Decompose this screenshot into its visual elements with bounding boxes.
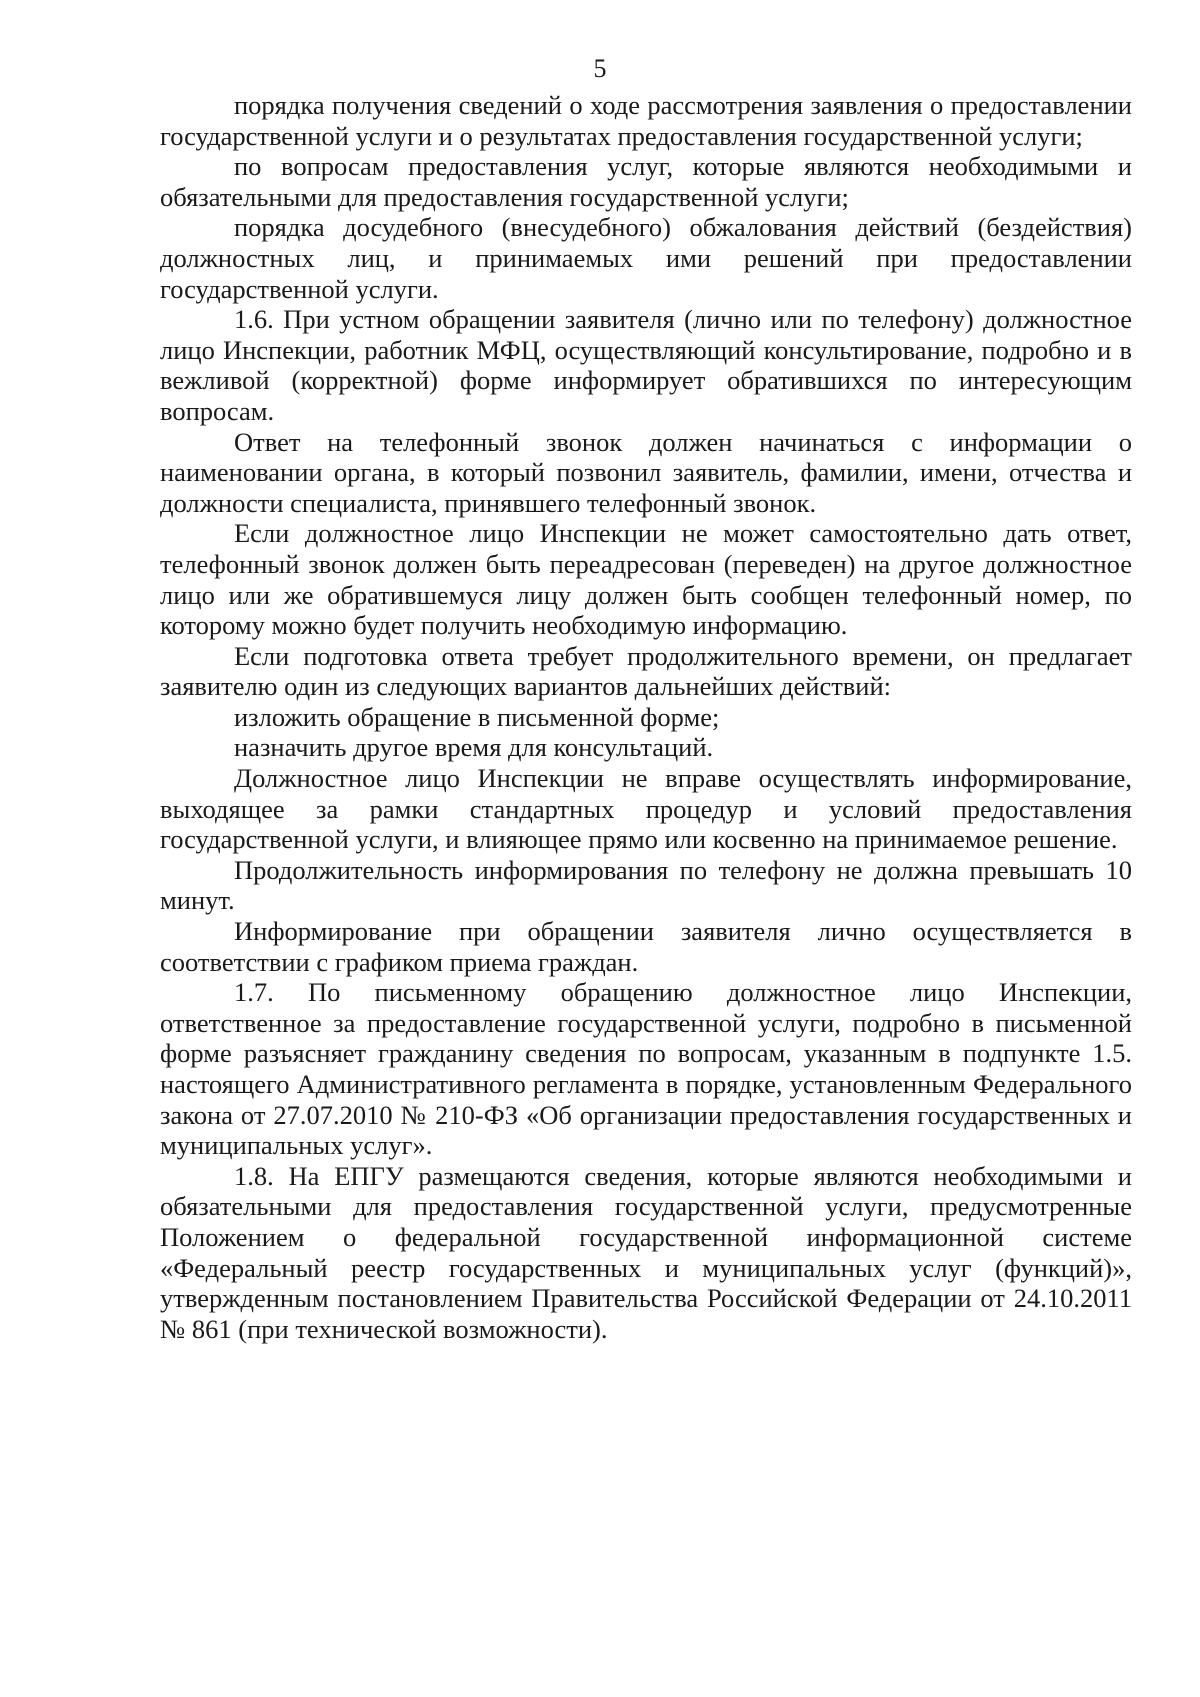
paragraph: 1.8. На ЕПГУ размещаются сведения, которые являются необходимыми и обязательными для предоставления государственной услуги, предусмотренные Положением о федеральной государственной информационной системе «Федеральный реестр государственных и муниципальных услуг (функций)», утвержденным постановлением Правительства Российской Федерации от 24.10.2011 № 861 (при технической возможности).: [160, 1160, 1132, 1344]
paragraph: 1.6. При устном обращении заявителя (лично или по телефону) должностное лицо Инспекции, работник МФЦ, осуществляющий консультирование, подробно и в вежливой (корректной) форме информирует обратившихся по интересующим вопросам.: [160, 304, 1132, 426]
paragraph: Информирование при обращении заявителя лично осуществляется в соответствии с графиком приема граждан.: [160, 916, 1132, 977]
paragraph: Ответ на телефонный звонок должен начинаться с информации о наименовании органа, в который позвонил заявитель, фамилии, имени, отчества и должности специалиста, принявшего телефонный звонок.: [160, 426, 1132, 518]
paragraph: порядка получения сведений о ходе рассмотрения заявления о предоставлении государственной услуги и о результатах предоставления государственной услуги;: [160, 90, 1132, 151]
paragraph: изложить обращение в письменной форме;: [234, 701, 720, 732]
paragraph: Если должностное лицо Инспекции не может самостоятельно дать ответ, телефонный звонок должен быть переадресован (переведен) на другое должностное лицо или же обратившемуся лицу должен быть сообщен телефонный номер, по которому можно будет получить необходимую информацию.: [160, 518, 1132, 641]
paragraph: 1.7. По письменному обращению должностное лицо Инспекции, ответственное за предоставление государственной услуги, подробно в письменной форме разъясняет гражданину сведения по вопросам, указанным в подпункте 1.5. настоящего Административного регламента в порядке, установленным Федерального закона от 27.07.2010 № 210-ФЗ «Об организации предоставления государственных и муниципальных услуг».: [160, 977, 1132, 1161]
paragraph: Должностное лицо Инспекции не вправе осуществлять информирование, выходящее за рамки стандартных процедур и условий предоставления государственной услуги, и влияющее прямо или косвенно на принимаемое решение.: [160, 763, 1132, 855]
paragraph: порядка досудебного (внесудебного) обжалования действий (бездействия) должностных лиц, и принимаемых ими решений при предоставлении государственной услуги.: [160, 212, 1132, 304]
paragraph: Если подготовка ответа требует продолжительного времени, он предлагает заявителю один из следующих вариантов дальнейших действий:: [160, 640, 1132, 702]
document-body: [160, 90, 1132, 1344]
paragraph: Продолжительность информирования по телефону не должна превышать 10 минут.: [160, 854, 1132, 916]
paragraph: назначить другое время для консультаций.: [234, 732, 714, 763]
page-number: 5: [593, 54, 607, 83]
paragraph: по вопросам предоставления услуг, которые являются необходимыми и обязательными для предоставления государственной услуги;: [160, 151, 1132, 212]
